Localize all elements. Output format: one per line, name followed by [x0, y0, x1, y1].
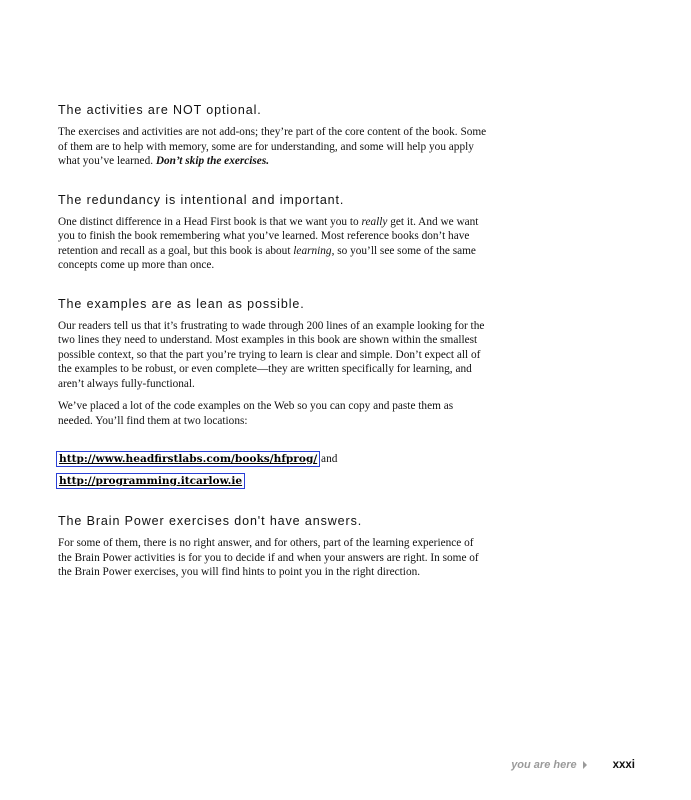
section-paragraph: [58, 125, 488, 169]
section-paragraph: For some of them, there is no right answer, and for others, part of the learning experience of the Brain Power activities is for you to decide if and when your answers are right. In some of the Brain Power exercises, you will find hints to point you in the right direction.: [58, 537, 479, 578]
section-brain-power: [58, 514, 488, 580]
section-redundancy: [58, 193, 488, 273]
itcarlow-link[interactable]: http://programming.itcarlow.ie: [59, 475, 243, 487]
emphasis-text: Don’t skip the exercises.: [155, 155, 270, 167]
paragraph-text: get it. And we want you to finish the book remembering what you’ve learned. Most reference books don’t have retention and recall as a goal, but this book is about: [58, 215, 479, 257]
section-paragraph: [58, 215, 488, 273]
you-are-here-label: you are here: [511, 759, 577, 771]
section-heading: The examples are as lean as possible.: [58, 296, 305, 311]
paragraph-text: One distinct difference in a Head First book is that we want you to: [58, 215, 362, 228]
emphasis-really: really: [361, 215, 388, 228]
code-example-links: [58, 452, 488, 490]
page-number: xxxi: [612, 759, 635, 771]
paragraph-text: The exercises and activities are not add-ons; they’re part of the core content of the book. Some of them are to help with memory, some are for understanding, and some will help you apply what you’ve learned.: [58, 126, 487, 167]
link-line-1: [58, 452, 488, 468]
section-heading: The redundancy is intentional and important.: [58, 192, 345, 207]
emphasis-learning: learning: [293, 244, 332, 257]
section-heading: The Brain Power exercises don't have answers.: [58, 514, 363, 528]
section-examples: [58, 297, 488, 429]
paragraph-text: , so you’ll see some of the same concepts come up more than once.: [58, 244, 476, 271]
section-activities: [58, 103, 488, 169]
page-content: [58, 103, 488, 604]
section-heading: The activities are NOT optional.: [58, 103, 262, 117]
arrow-right-icon: [583, 761, 587, 769]
page-footer: [511, 755, 635, 773]
section-paragraph: We’ve placed a lot of the code examples on the Web so you can copy and paste them as needed. You’ll find them at two locations:: [58, 400, 454, 427]
link-connector: and: [318, 453, 338, 465]
section-paragraph: Our readers tell us that it’s frustrating to wade through 200 lines of an example looking for the two lines they need to understand. Most examples in this book are shown within the smallest possible context, so that the part you’re trying to learn is clear and simple. Don’t expect all of the examples to be robust, or even complete—they are written specifically for learning, and aren’t always fully-functional.: [58, 319, 485, 390]
link-line-2: [58, 474, 488, 490]
headfirstlabs-link[interactable]: http://www.headfirstlabs.com/books/hfprog/: [59, 453, 318, 465]
